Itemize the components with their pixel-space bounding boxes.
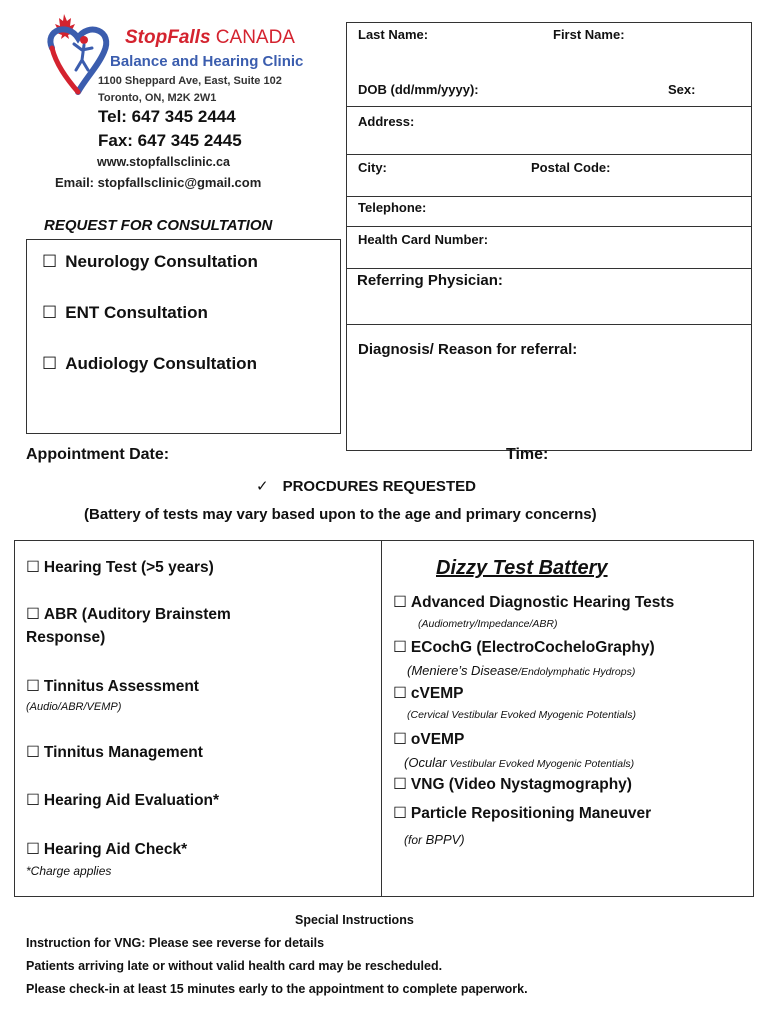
checkmark-icon: ✓ [256, 477, 269, 495]
audiology-consultation-option[interactable] [42, 354, 257, 374]
ovemp-note [404, 754, 634, 772]
footer-line-late: Patients arriving late or without valid health card may be rescheduled. [26, 959, 443, 973]
hearing-test-option[interactable] [26, 558, 214, 577]
checkbox-icon[interactable]: ☐ [393, 638, 407, 656]
brand-canada: CANADA [215, 27, 295, 48]
footer-line-checkin: Please check-in at least 15 minutes early to the appointment to complete paperwork. [26, 982, 528, 996]
checkbox-icon[interactable]: ☐ [26, 791, 40, 809]
last-name-label: Last Name: [358, 27, 429, 42]
checkbox-icon[interactable]: ☐ [26, 605, 40, 623]
appointment-time-label: Time: [506, 446, 549, 463]
address-label: Address: [358, 114, 415, 129]
checkbox-icon[interactable]: ☐ [393, 593, 407, 611]
hearing-aid-check-option[interactable] [26, 840, 187, 859]
footer-line-vng: Instruction for VNG: Please see reverse for details [26, 936, 325, 950]
checkbox-icon[interactable]: ☐ [26, 558, 40, 576]
ecochg-note-a: (Meniere’s Disease [407, 663, 519, 678]
telephone-label: Telephone: [358, 200, 427, 215]
cvemp-note: (Cervical Vestibular Evoked Myogenic Potentials) [407, 709, 636, 721]
ecochg-note-b: /Endolymphatic Hydrops) [518, 666, 636, 678]
item-label: VNG (Video Nystagmography) [410, 776, 632, 793]
clinic-address-line2: Toronto, ON, M2K 2W1 [98, 92, 217, 104]
ovemp-note-a: (Ocular [404, 755, 447, 770]
checkbox-icon[interactable]: ☐ [393, 775, 407, 793]
tinnitus-assessment-note: (Audio/ABR/VEMP) [26, 701, 122, 713]
vng-option[interactable] [393, 775, 632, 794]
particle-note-b: BPPV) [422, 832, 465, 847]
tinnitus-management-option[interactable] [26, 743, 203, 762]
checkbox-icon[interactable]: ☐ [393, 684, 407, 702]
procedures-title: PROCDURES REQUESTED [282, 478, 476, 495]
item-label: Hearing Test (>5 years) [43, 559, 214, 576]
item-label: oVEMP [410, 731, 465, 748]
request-title: REQUEST FOR CONSULTATION [44, 217, 273, 234]
item-label: ABR (Auditory Brainstem [43, 606, 231, 623]
particle-note-a: (for [404, 833, 422, 847]
first-name-label: First Name: [553, 27, 625, 42]
clinic-telephone: Tel: 647 345 2444 [98, 107, 236, 126]
checkbox-icon[interactable]: ☐ [393, 804, 407, 822]
clinic-fax: Fax: 647 345 2445 [98, 131, 242, 150]
item-label: Hearing Aid Check* [43, 841, 188, 858]
checkbox-icon[interactable]: ☐ [42, 252, 58, 272]
hearing-aid-evaluation-option[interactable] [26, 791, 219, 810]
tinnitus-assessment-option[interactable] [26, 677, 199, 696]
item-label: cVEMP [410, 685, 464, 702]
advanced-hearing-tests-option[interactable] [393, 593, 674, 612]
option-label: ENT Consultation [65, 303, 208, 322]
option-label: Neurology Consultation [65, 252, 258, 271]
item-label: Tinnitus Management [43, 744, 203, 761]
checkbox-icon[interactable]: ☐ [393, 730, 407, 748]
item-label: Particle Repositioning Maneuver [410, 805, 652, 822]
cvemp-option[interactable] [393, 684, 463, 703]
checkbox-icon[interactable]: ☐ [26, 677, 40, 695]
clinic-brand [125, 27, 295, 49]
ovemp-option[interactable] [393, 730, 464, 749]
sex-label: Sex: [668, 82, 696, 97]
checkbox-icon[interactable]: ☐ [26, 743, 40, 761]
special-instructions-title: Special Instructions [295, 913, 414, 927]
checkbox-icon[interactable]: ☐ [42, 354, 58, 374]
advanced-hearing-tests-note: (Audiometry/Impedance/ABR) [418, 618, 558, 630]
item-label: Tinnitus Assessment [43, 678, 199, 695]
procedures-subtitle: (Battery of tests may vary based upon to the age and primary concerns) [84, 506, 597, 523]
particle-repositioning-option[interactable] [393, 804, 651, 823]
dob-label: DOB (dd/mm/yyyy): [358, 82, 479, 97]
clinic-website[interactable]: www.stopfallsclinic.ca [97, 155, 230, 169]
item-label: ECochG (ElectroCocheloGraphy) [410, 639, 655, 656]
charge-applies-note: *Charge applies [26, 864, 112, 878]
dizzy-test-battery-title: Dizzy Test Battery [436, 557, 608, 579]
postal-code-label: Postal Code: [531, 160, 611, 175]
diagnosis-label: Diagnosis/ Reason for referral: [358, 341, 578, 358]
ecochg-note [407, 662, 635, 680]
checkbox-icon[interactable]: ☐ [42, 303, 58, 323]
ovemp-note-b: Vestibular Evoked Myogenic Potentials) [446, 758, 635, 770]
city-label: City: [358, 160, 387, 175]
clinic-email[interactable]: Email: stopfallsclinic@gmail.com [55, 175, 262, 190]
checkbox-icon[interactable]: ☐ [26, 840, 40, 858]
health-card-label: Health Card Number: [358, 232, 489, 247]
procedures-heading [256, 477, 476, 495]
neurology-consultation-option[interactable] [42, 252, 258, 272]
abr-option-line2: Response) [26, 629, 106, 646]
procedures-divider [381, 540, 382, 897]
item-label: Advanced Diagnostic Hearing Tests [410, 594, 675, 611]
ent-consultation-option[interactable] [42, 303, 208, 323]
referring-physician-label: Referring Physician: [357, 272, 503, 289]
clinic-name: Balance and Hearing Clinic [110, 53, 304, 70]
ecochg-option[interactable] [393, 638, 655, 657]
abr-option[interactable] [26, 605, 231, 624]
brand-stopfalls: StopFalls [125, 27, 211, 48]
clinic-address-line1: 1100 Sheppard Ave, East, Suite 102 [98, 75, 282, 87]
item-label: Hearing Aid Evaluation* [43, 792, 220, 809]
appointment-date-label: Appointment Date: [26, 446, 170, 463]
particle-repositioning-note [404, 831, 465, 849]
option-label: Audiology Consultation [65, 354, 257, 373]
